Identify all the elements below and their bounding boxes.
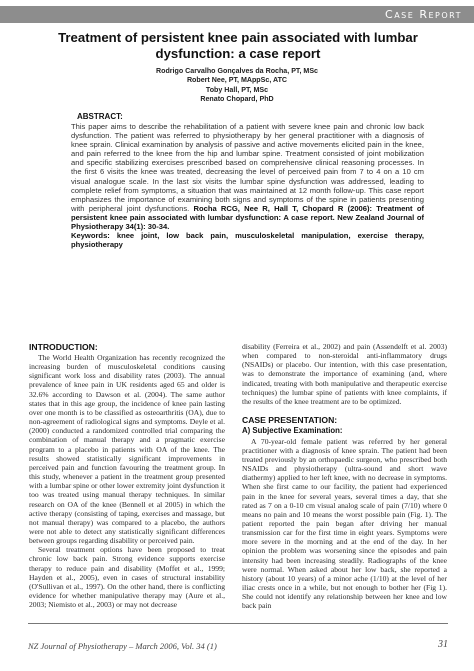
abstract-citation: Rocha RCG, Nee R, Hall T, Chopard R (2006): Treatment of persistent knee pain associated with lumbar dysfunction: A case report. New Zealand Journal of Physiotherapy 34(1): 30-34. bbox=[71, 203, 424, 232]
right-column bbox=[242, 342, 447, 617]
abstract-keywords: Keywords: knee joint, low back pain, musculoskeletal manipulation, exercise therapy, physiotherapy bbox=[71, 231, 424, 250]
author-name: Renato Chopard, PhD bbox=[200, 95, 274, 104]
introduction-paragraph: Several treatment options have been proposed to treat chronic low back pain. Strong evidence supports exercise therapy to reduce pain and disability (Moffet et al., 1999; Hayden et al., 2005), even in cases of structural instability (O'Sullivan et al., 1997). On the other hand, there is conflicting evidence for whether manipulative therapy may (Aure et al., 2003; Niemisto et al., 2003) or may not decrease bbox=[29, 545, 225, 610]
abstract-text: This paper aims to describe the rehabilitation of a patient with severe knee pain and chronic low back dysfunction. The patient was referred to physiotherapy by her general practitioner with a diagnosis of knee sprain. Clinical examination by analysis of passive and active movements elicited pain in the knee, and pain referred to the knee from the hip and lumbar spine. Treatment consisted of joint mobilization and specific stabilizing exercises prescribed based on comprehensive clinical reasoning processes. In the first 6 visits the knee was treated, decreasing the level of perceived pain from 7 to 4 on a 10 cm visual analogue scale. In the last six visits the lumbar spine dysfunction was addressed, leading to complete relief from symptoms, a situation that was maintained at 12 month follow-up. This case report emphasizes the importance of examining both signs and symptoms of the spine in patients presenting with peripheral joint dysfunctions. bbox=[71, 122, 424, 213]
journal-citation: NZ Journal of Physiotherapy – March 2006, Vol. 34 (1) bbox=[28, 641, 217, 651]
author-name: Rodrigo Carvalho Gonçalves da Rocha, PT, MSc bbox=[155, 67, 318, 75]
section-spacer bbox=[242, 406, 447, 415]
abstract-body bbox=[71, 122, 424, 231]
author-name: Toby Hall, PT, MSc bbox=[205, 85, 269, 94]
subjective-exam-subheading: A) Subjective Examination: bbox=[242, 426, 343, 436]
case-paragraph: A 70-year-old female patient was referred by her general practitioner with a diagnosis of knee sprain. The patient had been treated previously by an orthopaedic surgeon, who prescribed both NSAIDs and physiotherapy (ultra-sound and short wave diathermy) applied to her left knee, with no decrease in symptoms. When she first came to our facility, the patient had experienced pain in the knee for several years, several times a day, that she rated as 7 on a 0-10 cm visual analog scale of pain (7/10) where 0 means no pain and 10 means the worst possible pain (Fig. 1). The patient reported the pain began after driving her manual transmission car for the first time in eight years. Symptoms were more severe in the morning and at the end of the day. In her opinion the problem was worsening since the episodes and pain intensity had been increasing steadily. Radiographs of the knee were normal. When asked about her low back, she reported a history (about 10 years) of a minor ache (1/10) at the level of her iliac crests once in a while, but not enough to bother her (Fig 1). She could not identify any relationship between her knee and low back pain bbox=[242, 436, 447, 611]
footer-divider bbox=[28, 623, 448, 624]
section-header-bar bbox=[0, 6, 474, 23]
article-title: Treatment of persistent knee pain associated with lumbar dysfunction: a case report bbox=[58, 30, 418, 61]
left-column bbox=[29, 342, 225, 617]
author-list bbox=[0, 67, 474, 105]
introduction-paragraph: The World Health Organization has recently recognized the increasing burden of musculoskeletal conditions causing significant work loss and disability rates (2003). The annual prevalence of knee pain in UK residents aged 65 and older is 32.6% according to Dawson et al. (2004). The same author states that in this age group, the incidence of knee pain lasting over one month is to be classified as osteoarthritis (OA), due to non-agreement of radiological signs and symptoms. Deyle et al. (2000) conducted a randomized controlled trial comparing the combination of manual therapy and a pragmatic exercise program to a placebo in patients with OA of the knee. The results showed statistically significant improvements in perceived pain and function favouring the treatment group. In this study, whenever a patient in the treatment group presented with a lumbar spine or other lower extremity joint dysfunction it too was treated using manual therapy techniques. In similar research on OA of the knee (Bennell et al 2005) in which the active therapy (consisting of taping, exercises and massage, but not manual therapy) was compared to a placebo, the authors were not able to detect any statistically significant differences between groups regarding disability or perceived pain. bbox=[29, 353, 225, 546]
page-number: 31 bbox=[438, 639, 448, 650]
abstract-heading: ABSTRACT: bbox=[77, 112, 123, 121]
author-name: Robert Nee, PT, MAppSc, ATC bbox=[186, 76, 288, 85]
section-label: Case Report bbox=[385, 8, 462, 21]
case-presentation-heading: CASE PRESENTATION: bbox=[242, 415, 338, 426]
introduction-heading: INTRODUCTION: bbox=[29, 342, 98, 352]
abstract bbox=[71, 112, 424, 337]
introduction-paragraph: disability (Ferreira et al., 2002) and pain (Assendelft et al. 2003) when compared to non-steroidal anti-inflammatory drugs (NSAIDs) or placebo. Our intention, with this case presentation, was to demonstrate the importance of examining (and, where indicated, treating with both manipulative and therapeutic exercise techniques) the lumbar spine of patients with knee complaints, if the results of the knee treatment are to be optimized. bbox=[242, 342, 447, 406]
